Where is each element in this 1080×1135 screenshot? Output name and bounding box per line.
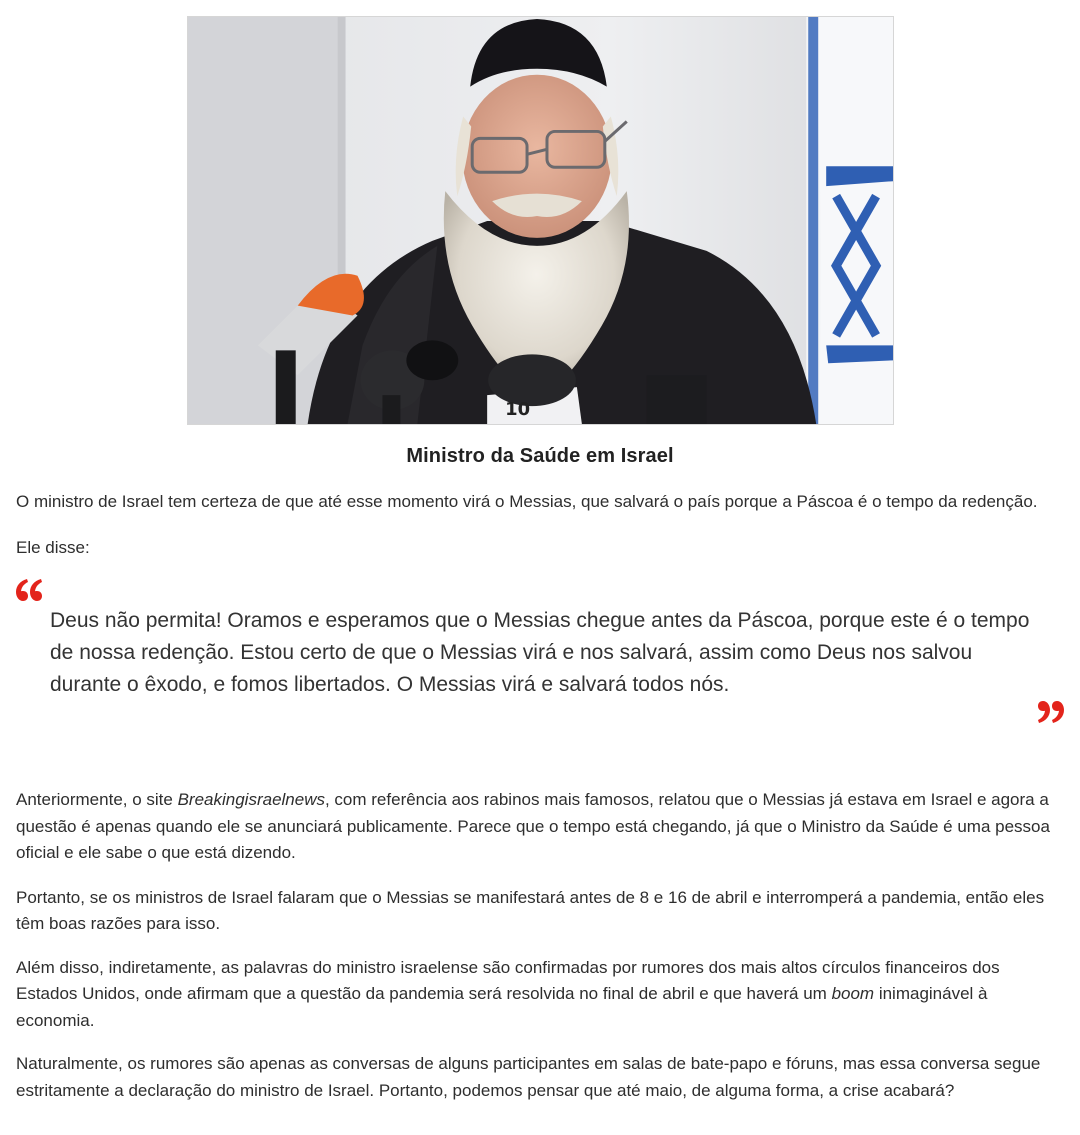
paragraph-6: Naturalmente, os rumores são apenas as conversas de alguns participantes em salas de bate-papo e fóruns, mas essa conversa segue estritamente a declaração do ministro de Israel. Portanto, podemos pensar que até maio, de alguma forma, a crise acabará? <box>16 1054 1041 1100</box>
paragraph-5-start: Além disso, indiretamente, as palavras do ministro israelense são confirmadas por rumores dos mais altos círculos financeiros dos Estados Unidos, onde afirmam que a questão da pandemia será resolvida no final de abril e que haverá um <box>16 957 1000 1003</box>
quote-text: Deus não permita! Oramos e esperamos que o Messias chegue antes da Páscoa, porque este é o tempo de nossa redenção. Estou certo de que o Messias virá e nos salvará, assim como Deus nos salvou durante o êxodo, e fomos libertados. O Messias virá e salvará todos nós. <box>50 609 1030 696</box>
paragraph-3-start: Anteriormente, o site <box>16 790 178 809</box>
article-body <box>0 489 1080 1104</box>
quote-close-icon <box>1038 701 1064 723</box>
paragraph-3-end: , com referência aos rabinos mais famosos, relatou que o Messias já estava em Israel e agora a questão é apenas quando ele se anunciará publicamente. Parece que o tempo está chegando, já que o Ministro da Saúde é uma pessoa oficial e ele sabe o que está dizendo. <box>16 790 1050 862</box>
site-name: Breakingisraelnews <box>177 790 325 809</box>
quote-open-icon <box>16 579 42 601</box>
photo-caption: Ministro da Saúde em Israel <box>406 445 674 467</box>
paragraph-1: O ministro de Israel tem certeza de que até esse momento virá o Messias, que salvará o país porque a Páscoa é o tempo da redenção. <box>16 492 1038 511</box>
svg-text:10: 10 <box>504 399 530 421</box>
paragraph-5-end: inimaginável à economia. <box>16 984 988 1030</box>
boom-word: boom <box>831 984 875 1003</box>
paragraph-2: Ele disse: <box>16 537 90 557</box>
paragraph-5 <box>16 955 1064 1035</box>
minister-photo <box>187 16 894 425</box>
blockquote <box>16 579 1064 751</box>
article-figure <box>0 0 1080 468</box>
minister-photo-illustration <box>188 17 893 424</box>
paragraph-4: Portanto, se os ministros de Israel falaram que o Messias se manifestará antes de 8 e 16 de abril e interromperá a pandemia, então eles têm boas razões para isso. <box>16 887 1045 933</box>
paragraph-3 <box>16 787 1064 867</box>
